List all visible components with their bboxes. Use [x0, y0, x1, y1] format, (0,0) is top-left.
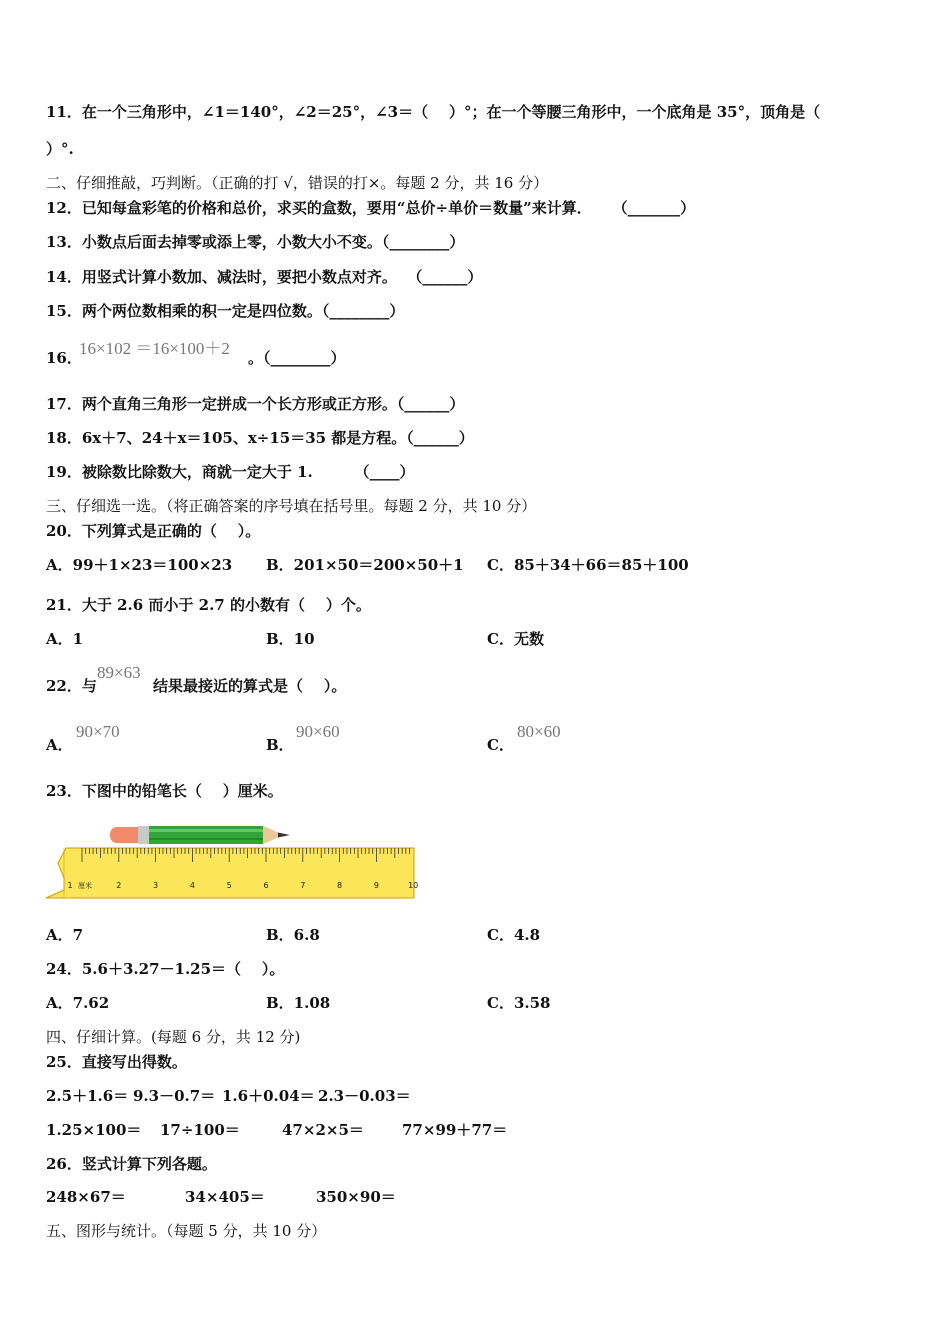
- q23-stem: 23．下图中的铅笔长（ ）厘米。: [46, 782, 283, 800]
- q17: 17．两个直角三角形一定拼成一个长方形或正方形。（______）: [46, 395, 465, 413]
- q26-stem: 26．竖式计算下列各题。: [46, 1155, 217, 1173]
- ruler-label: 1: [67, 881, 73, 890]
- ruler-label: 2: [116, 881, 122, 890]
- q23-option-b: B．6.8: [266, 926, 320, 944]
- q11-line1: 11．在一个三角形中，∠1＝140°，∠2＝25°，∠3＝（ ）°；在一个等腰三角形中，一个底角是 35°，顶角是（: [46, 103, 821, 121]
- q20-option-c: C．85＋34＋66＝85＋100: [487, 556, 689, 574]
- q23-option-c: C．4.8: [487, 926, 541, 944]
- section-5-heading: 五、图形与统计。（每题 5 分，共 10 分）: [46, 1222, 327, 1240]
- q25-item: 9.3－0.7＝: [133, 1087, 216, 1105]
- q22-option-a-label: A．: [46, 736, 73, 754]
- q18: 18．6x＋7、24＋x＝105、x÷15＝35 都是方程。（______）: [46, 429, 474, 447]
- q26-item: 350×90＝: [316, 1188, 396, 1206]
- q25-item: 1.25×100＝: [46, 1121, 142, 1139]
- q25-item: 17÷100＝: [160, 1121, 240, 1139]
- ruler-with-pencil-figure: [46, 818, 419, 902]
- section-4-heading: 四、仔细计算。(每题 6 分，共 12 分): [46, 1028, 301, 1046]
- section-2-heading: 二、仔细推敲，巧判断。（正确的打 √，错误的打×。每题 2 分，共 16 分）: [46, 174, 549, 192]
- q15: 15．两个两位数相乘的积一定是四位数。（________）: [46, 302, 405, 320]
- q22-suffix: 结果最接近的算式是（ ）。: [153, 677, 347, 695]
- q19: 19．被除数比除数大，商就一定大于 1. （____）: [46, 463, 415, 481]
- q25-stem: 25．直接写出得数。: [46, 1053, 187, 1071]
- q22-option-c-label: C．: [487, 736, 514, 754]
- ruler-label: 10: [408, 881, 419, 890]
- q22-option-c-formula: 80×60: [517, 722, 561, 741]
- ruler-label: 5: [226, 881, 232, 890]
- ruler-unit-label: 厘米: [78, 882, 92, 890]
- q21-option-c: C．无数: [487, 630, 544, 648]
- ruler-illustration: [46, 848, 418, 898]
- ruler-label: 4: [189, 881, 195, 890]
- q22-option-a-formula: 90×70: [76, 722, 120, 741]
- q21-stem: 21．大于 2.6 而小于 2.7 的小数有（ ）个。: [46, 596, 371, 614]
- q25-item: 47×2×5＝: [282, 1121, 364, 1139]
- q24-option-c: C．3.58: [487, 994, 551, 1012]
- q23-option-a: A．7: [46, 926, 84, 944]
- q24-option-a: A．7.62: [46, 994, 110, 1012]
- ruler-label: 8: [337, 881, 343, 890]
- q12: 12．已知每盒彩笔的价格和总价，求买的盒数，要用“总价÷单价＝数量”来计算． （_______）: [46, 199, 696, 217]
- q16-number: 16．: [46, 349, 82, 367]
- q16-formula: 16×102 ＝16×100＋2: [79, 339, 230, 358]
- ruler-label: 7: [300, 881, 306, 890]
- q25-item: 77×99＋77＝: [402, 1121, 508, 1139]
- q20-stem: 20．下列算式是正确的（ ）。: [46, 522, 261, 540]
- pencil-illustration: [110, 826, 290, 844]
- q13: 13．小数点后面去掉零或添上零，小数大小不变。（________）: [46, 233, 465, 251]
- ruler-label: 6: [263, 881, 269, 890]
- q22-option-b-label: B．: [266, 736, 294, 754]
- q25-item: 2.3－0.03＝: [318, 1087, 411, 1105]
- q20-option-a: A．99＋1×23＝100×23: [46, 556, 233, 574]
- ruler-label: 9: [373, 881, 379, 890]
- q16-tail: 。（________）: [248, 349, 346, 367]
- q24-option-b: B．1.08: [266, 994, 331, 1012]
- ruler-label: 3: [153, 881, 159, 890]
- q14: 14．用竖式计算小数加、减法时，要把小数点对齐。 （______）: [46, 268, 483, 286]
- q24-stem: 24．5.6＋3.27－1.25＝（ ）。: [46, 960, 285, 978]
- q21-option-b: B．10: [266, 630, 315, 648]
- q26-item: 248×67＝: [46, 1188, 126, 1206]
- q11-line2: ）°.: [46, 140, 74, 158]
- q25-item: 1.6＋0.04＝: [222, 1087, 315, 1105]
- q20-option-b: B．201×50＝200×50＋1: [266, 556, 464, 574]
- q25-item: 2.5＋1.6＝: [46, 1087, 129, 1105]
- q22-option-b-formula: 90×60: [296, 722, 340, 741]
- section-3-heading: 三、仔细选一选。（将正确答案的序号填在括号里。每题 2 分，共 10 分）: [46, 497, 537, 515]
- q22-formula: 89×63: [97, 663, 141, 682]
- q26-item: 34×405＝: [185, 1188, 265, 1206]
- q22-prefix: 22．与: [46, 677, 97, 695]
- q21-option-a: A．1: [46, 630, 84, 648]
